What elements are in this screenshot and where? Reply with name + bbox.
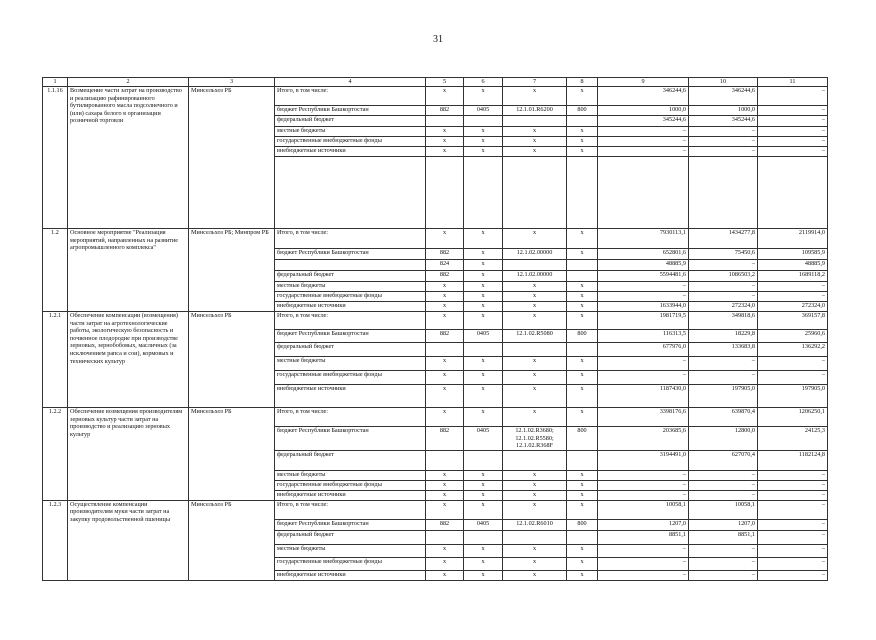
value-cell-c7: x [503, 137, 567, 147]
value-cell-c6 [464, 343, 503, 357]
funding-source: бюджет Республики Башкортостан [275, 427, 426, 451]
item-number: 1.2.2 [43, 408, 68, 501]
value-cell-c7 [503, 116, 567, 127]
value-cell-c5 [426, 343, 464, 357]
value-cell-c6: x [464, 385, 503, 408]
value-cell-c7: x [503, 127, 567, 137]
funding-source: федеральный бюджет [275, 450, 426, 470]
header-cell: 11 [758, 78, 828, 87]
value-cell-c9: 8851,1 [598, 530, 689, 544]
header-cell: 3 [189, 78, 275, 87]
value-cell-c8: x [567, 282, 598, 292]
value-cell-c5: x [426, 292, 464, 302]
value-cell-c11: 48885,9 [758, 260, 828, 271]
funding-source: федеральный бюджет [275, 271, 426, 282]
value-cell-c10: – [689, 260, 758, 271]
value-cell-c5: x [426, 385, 464, 408]
value-cell-c9: 346244,6 [598, 87, 689, 106]
funding-source [275, 260, 426, 271]
value-cell-c10: 10058,1 [689, 500, 758, 519]
value-cell-c9: – [598, 371, 689, 385]
value-cell-c9: – [598, 544, 689, 557]
value-cell-c10: – [689, 137, 758, 147]
value-cell-c11: – [758, 530, 828, 544]
value-cell-c11: – [758, 490, 828, 500]
value-cell-c5 [426, 530, 464, 544]
value-cell-c10: 1000,0 [689, 106, 758, 116]
value-cell-c10: – [689, 282, 758, 292]
funding-source: федеральный бюджет [275, 343, 426, 357]
value-cell-c8: x [567, 302, 598, 312]
funding-source: федеральный бюджет [275, 530, 426, 544]
value-cell-c5: x [426, 147, 464, 157]
funding-source: местные бюджеты [275, 127, 426, 137]
value-cell-c6: x [464, 282, 503, 292]
value-cell-c5: x [426, 470, 464, 480]
value-cell-c5: 882 [426, 106, 464, 116]
budget-table [42, 77, 828, 581]
item-name: Осуществление компенсации производителям муки части затрат на закупку продовольственной пшеницы [68, 500, 189, 580]
value-cell-c7 [503, 260, 567, 271]
value-cell-c11: 1206250,1 [758, 408, 828, 427]
value-cell-c7: x [503, 292, 567, 302]
value-cell-c5: x [426, 480, 464, 490]
value-cell-c10: 1434277,8 [689, 229, 758, 249]
value-cell-c9: – [598, 480, 689, 490]
value-cell-c11: – [758, 570, 828, 580]
value-cell-c10: 197905,0 [689, 385, 758, 408]
value-cell-c5 [426, 450, 464, 470]
page-number: 31 [433, 34, 443, 45]
value-cell-c8 [567, 450, 598, 470]
value-cell-c8: x [567, 249, 598, 260]
value-cell-c7: x [503, 500, 567, 519]
funding-source: государственные внебюджетные фонды [275, 292, 426, 302]
value-cell-c8 [567, 343, 598, 357]
value-cell-c5: x [426, 137, 464, 147]
value-cell-c9: – [598, 137, 689, 147]
empty-cell [758, 157, 828, 229]
value-cell-c7 [503, 450, 567, 470]
funding-source: Итого, в том числе: [275, 500, 426, 519]
value-cell-c10: 627070,4 [689, 450, 758, 470]
item-number: 1.2 [43, 229, 68, 312]
header-cell: 4 [275, 78, 426, 87]
value-cell-c6: 0405 [464, 427, 503, 451]
empty-cell [275, 157, 426, 229]
value-cell-c7: x [503, 490, 567, 500]
value-cell-c9: 5594481,6 [598, 271, 689, 282]
value-cell-c10: – [689, 570, 758, 580]
value-cell-c6: x [464, 127, 503, 137]
value-cell-c8: x [567, 147, 598, 157]
value-cell-c11: – [758, 127, 828, 137]
funding-source: государственные внебюджетные фонды [275, 557, 426, 570]
value-cell-c7: x [503, 557, 567, 570]
value-cell-c11: 1182124,8 [758, 450, 828, 470]
value-cell-c11: 24125,3 [758, 427, 828, 451]
empty-cell [598, 157, 689, 229]
value-cell-c8: x [567, 137, 598, 147]
value-cell-c5: x [426, 127, 464, 137]
value-cell-c6: x [464, 544, 503, 557]
value-cell-c8 [567, 260, 598, 271]
value-cell-c5: 882 [426, 427, 464, 451]
value-cell-c5: x [426, 570, 464, 580]
value-cell-c11: 369157,8 [758, 312, 828, 330]
value-cell-c7 [503, 343, 567, 357]
table-row [43, 87, 828, 106]
value-cell-c8: x [567, 408, 598, 427]
item-name: Обеспечение возмещения производителям зерновых культур части затрат на производство и реализацию зерновых культур [68, 408, 189, 501]
value-cell-c7: x [503, 408, 567, 427]
funding-source: местные бюджеты [275, 357, 426, 371]
value-cell-c7: x [503, 371, 567, 385]
table-row [43, 500, 828, 519]
value-cell-c10: 12800,0 [689, 427, 758, 451]
value-cell-c8: x [567, 312, 598, 330]
value-cell-c9: 116313,5 [598, 330, 689, 343]
value-cell-c8: x [567, 229, 598, 249]
value-cell-c9: 1633944,0 [598, 302, 689, 312]
value-cell-c6: x [464, 557, 503, 570]
value-cell-c6: x [464, 500, 503, 519]
value-cell-c7: 12.1.02.R5080 [503, 330, 567, 343]
value-cell-c9: 48885,9 [598, 260, 689, 271]
value-cell-c11: – [758, 282, 828, 292]
value-cell-c11: – [758, 470, 828, 480]
value-cell-c8: x [567, 557, 598, 570]
value-cell-c5: x [426, 500, 464, 519]
value-cell-c6: 0405 [464, 330, 503, 343]
value-cell-c11: – [758, 106, 828, 116]
funding-source: бюджет Республики Башкортостан [275, 106, 426, 116]
value-cell-c5: 824 [426, 260, 464, 271]
header-cell: 5 [426, 78, 464, 87]
value-cell-c8: 800 [567, 519, 598, 530]
header-row [43, 78, 828, 87]
value-cell-c10: 133683,8 [689, 343, 758, 357]
header-cell: 8 [567, 78, 598, 87]
item-name: Основное мероприятие "Реализация мероприятий, направленных на развитие агропромышленного комплекса" [68, 229, 189, 312]
funding-source: местные бюджеты [275, 544, 426, 557]
item-executor: Минсельхоз РБ [189, 87, 275, 229]
value-cell-c7: 12.1.01.R6200 [503, 106, 567, 116]
funding-source: внебюджетные источники [275, 302, 426, 312]
item-number: 1.1.16 [43, 87, 68, 229]
funding-source: местные бюджеты [275, 470, 426, 480]
value-cell-c8: x [567, 371, 598, 385]
value-cell-c8: x [567, 292, 598, 302]
value-cell-c5: 882 [426, 330, 464, 343]
value-cell-c10: 639870,4 [689, 408, 758, 427]
value-cell-c8 [567, 530, 598, 544]
funding-source: государственные внебюджетные фонды [275, 137, 426, 147]
funding-source: бюджет Республики Башкортостан [275, 330, 426, 343]
value-cell-c11: – [758, 557, 828, 570]
value-cell-c9: 1981719,5 [598, 312, 689, 330]
value-cell-c9: – [598, 557, 689, 570]
header-cell: 2 [68, 78, 189, 87]
value-cell-c6: x [464, 470, 503, 480]
value-cell-c9: – [598, 470, 689, 480]
value-cell-c10: – [689, 292, 758, 302]
value-cell-c11: – [758, 116, 828, 127]
value-cell-c10: – [689, 557, 758, 570]
funding-source: Итого, в том числе: [275, 408, 426, 427]
item-name: Обеспечение компенсации (возмещения) части затрат на агротехнологические работы, экологическую безопасность и почвенное плодородие при производстве зерновых, зернобобовых, масличных (за исключением рапса и сои), кормовых и технических культур [68, 312, 189, 408]
value-cell-c6 [464, 116, 503, 127]
value-cell-c10: – [689, 480, 758, 490]
value-cell-c5: x [426, 490, 464, 500]
funding-source: внебюджетные источники [275, 147, 426, 157]
value-cell-c10: – [689, 490, 758, 500]
item-executor: Минсельхоз РБ [189, 408, 275, 501]
value-cell-c6: x [464, 357, 503, 371]
value-cell-c9: – [598, 127, 689, 137]
item-number: 1.2.1 [43, 312, 68, 408]
value-cell-c8: x [567, 480, 598, 490]
value-cell-c9: – [598, 292, 689, 302]
value-cell-c8: 800 [567, 427, 598, 451]
header-cell: 9 [598, 78, 689, 87]
funding-source: внебюджетные источники [275, 385, 426, 408]
value-cell-c7: x [503, 470, 567, 480]
value-cell-c9: 652801,6 [598, 249, 689, 260]
value-cell-c5: x [426, 282, 464, 292]
table-row [43, 408, 828, 427]
value-cell-c10: 272324,0 [689, 302, 758, 312]
value-cell-c8: x [567, 127, 598, 137]
value-cell-c11: – [758, 500, 828, 519]
funding-source: Итого, в том числе: [275, 229, 426, 249]
value-cell-c6: x [464, 302, 503, 312]
value-cell-c6: x [464, 249, 503, 260]
value-cell-c8 [567, 271, 598, 282]
value-cell-c6: x [464, 408, 503, 427]
value-cell-c6: x [464, 371, 503, 385]
value-cell-c10: 18229,8 [689, 330, 758, 343]
value-cell-c9: 3194491,0 [598, 450, 689, 470]
value-cell-c8: x [567, 500, 598, 519]
funding-source: государственные внебюджетные фонды [275, 480, 426, 490]
value-cell-c11: 109585,9 [758, 249, 828, 260]
value-cell-c7: x [503, 385, 567, 408]
value-cell-c11: – [758, 87, 828, 106]
value-cell-c9: – [598, 357, 689, 371]
value-cell-c7: 12.1.02.R3680; 12.1.02.R5580; 12.1.02.R368F [503, 427, 567, 451]
value-cell-c5: x [426, 357, 464, 371]
value-cell-c9: 1207,0 [598, 519, 689, 530]
value-cell-c6: x [464, 480, 503, 490]
funding-source: внебюджетные источники [275, 570, 426, 580]
empty-cell [426, 157, 464, 229]
value-cell-c5: 882 [426, 271, 464, 282]
value-cell-c7: x [503, 570, 567, 580]
value-cell-c6: x [464, 137, 503, 147]
value-cell-c11: – [758, 544, 828, 557]
value-cell-c11: – [758, 480, 828, 490]
empty-cell [464, 157, 503, 229]
value-cell-c6: x [464, 490, 503, 500]
table-row [43, 229, 828, 249]
value-cell-c11: – [758, 357, 828, 371]
header-cell: 7 [503, 78, 567, 87]
value-cell-c7 [503, 530, 567, 544]
value-cell-c8: x [567, 470, 598, 480]
value-cell-c5: x [426, 302, 464, 312]
value-cell-c9: 7930113,1 [598, 229, 689, 249]
header-cell: 10 [689, 78, 758, 87]
value-cell-c9: 10058,1 [598, 500, 689, 519]
value-cell-c8: x [567, 87, 598, 106]
funding-source: федеральный бюджет [275, 116, 426, 127]
value-cell-c7: x [503, 229, 567, 249]
value-cell-c11: – [758, 519, 828, 530]
value-cell-c11: – [758, 371, 828, 385]
value-cell-c5: x [426, 408, 464, 427]
value-cell-c9: 3398176,6 [598, 408, 689, 427]
value-cell-c10: – [689, 127, 758, 137]
table-body [43, 78, 828, 581]
value-cell-c8: x [567, 357, 598, 371]
item-name: Возмещение части затрат на производство и реализацию рафинированного бутилированного масла подсолнечного и (или) сахара белого в организации розничной торговли [68, 87, 189, 229]
value-cell-c10: – [689, 371, 758, 385]
value-cell-c5: x [426, 229, 464, 249]
value-cell-c6: 0405 [464, 519, 503, 530]
funding-source: бюджет Республики Башкортостан [275, 249, 426, 260]
value-cell-c6: x [464, 570, 503, 580]
empty-cell [503, 157, 567, 229]
funding-source: Итого, в том числе: [275, 87, 426, 106]
value-cell-c10: 346244,6 [689, 87, 758, 106]
value-cell-c11: 197905,0 [758, 385, 828, 408]
value-cell-c6: x [464, 260, 503, 271]
value-cell-c7: x [503, 302, 567, 312]
value-cell-c6: x [464, 271, 503, 282]
item-executor: Минсельхоз РБ; Минпром РБ [189, 229, 275, 312]
value-cell-c10: – [689, 544, 758, 557]
value-cell-c6: x [464, 87, 503, 106]
value-cell-c10: 75450,6 [689, 249, 758, 260]
value-cell-c11: 25960,6 [758, 330, 828, 343]
value-cell-c9: – [598, 282, 689, 292]
value-cell-c6 [464, 450, 503, 470]
value-cell-c8: 800 [567, 106, 598, 116]
value-cell-c5: x [426, 371, 464, 385]
value-cell-c5: x [426, 544, 464, 557]
table-row [43, 312, 828, 330]
value-cell-c5: x [426, 312, 464, 330]
header-cell: 6 [464, 78, 503, 87]
value-cell-c11: – [758, 137, 828, 147]
value-cell-c10: 349818,6 [689, 312, 758, 330]
value-cell-c8: x [567, 490, 598, 500]
value-cell-c11: 136292,2 [758, 343, 828, 357]
value-cell-c10: 1207,0 [689, 519, 758, 530]
value-cell-c9: 1187430,0 [598, 385, 689, 408]
value-cell-c6 [464, 530, 503, 544]
value-cell-c5 [426, 116, 464, 127]
funding-source: Итого, в том числе: [275, 312, 426, 330]
value-cell-c11: 1689118,2 [758, 271, 828, 282]
value-cell-c9: 203685,6 [598, 427, 689, 451]
value-cell-c9: 677976,0 [598, 343, 689, 357]
value-cell-c11: – [758, 292, 828, 302]
value-cell-c7: x [503, 480, 567, 490]
item-number: 1.2.3 [43, 500, 68, 580]
value-cell-c7: x [503, 312, 567, 330]
value-cell-c6: x [464, 147, 503, 157]
value-cell-c5: 882 [426, 519, 464, 530]
funding-source: внебюджетные источники [275, 490, 426, 500]
item-executor: Минсельхоз РБ [189, 312, 275, 408]
value-cell-c11: 272324,0 [758, 302, 828, 312]
empty-cell [689, 157, 758, 229]
value-cell-c6: x [464, 229, 503, 249]
value-cell-c9: – [598, 490, 689, 500]
funding-source: государственные внебюджетные фонды [275, 371, 426, 385]
empty-cell [567, 157, 598, 229]
value-cell-c7: 12.1.02.00000 [503, 271, 567, 282]
value-cell-c7: 12.1.02.00000 [503, 249, 567, 260]
value-cell-c11: – [758, 147, 828, 157]
value-cell-c10: – [689, 470, 758, 480]
value-cell-c7: x [503, 87, 567, 106]
value-cell-c8: 800 [567, 330, 598, 343]
value-cell-c6: x [464, 292, 503, 302]
value-cell-c9: – [598, 147, 689, 157]
value-cell-c11: 2119914,0 [758, 229, 828, 249]
value-cell-c8: x [567, 570, 598, 580]
value-cell-c7: x [503, 544, 567, 557]
value-cell-c7: x [503, 282, 567, 292]
item-executor: Минсельхоз РБ [189, 500, 275, 580]
funding-source: бюджет Республики Башкортостан [275, 519, 426, 530]
value-cell-c6: x [464, 312, 503, 330]
value-cell-c5: x [426, 557, 464, 570]
value-cell-c7: 12.1.02.R6010 [503, 519, 567, 530]
value-cell-c6: 0405 [464, 106, 503, 116]
value-cell-c10: – [689, 147, 758, 157]
value-cell-c8: x [567, 385, 598, 408]
value-cell-c9: 345244,6 [598, 116, 689, 127]
value-cell-c8 [567, 116, 598, 127]
value-cell-c10: 345244,6 [689, 116, 758, 127]
header-cell: 1 [43, 78, 68, 87]
funding-source: местные бюджеты [275, 282, 426, 292]
value-cell-c7: x [503, 357, 567, 371]
value-cell-c10: 8851,1 [689, 530, 758, 544]
value-cell-c9: 1000,0 [598, 106, 689, 116]
value-cell-c5: x [426, 87, 464, 106]
value-cell-c7: x [503, 147, 567, 157]
value-cell-c10: 1086503,2 [689, 271, 758, 282]
value-cell-c10: – [689, 357, 758, 371]
value-cell-c8: x [567, 544, 598, 557]
value-cell-c5: 882 [426, 249, 464, 260]
value-cell-c9: – [598, 570, 689, 580]
